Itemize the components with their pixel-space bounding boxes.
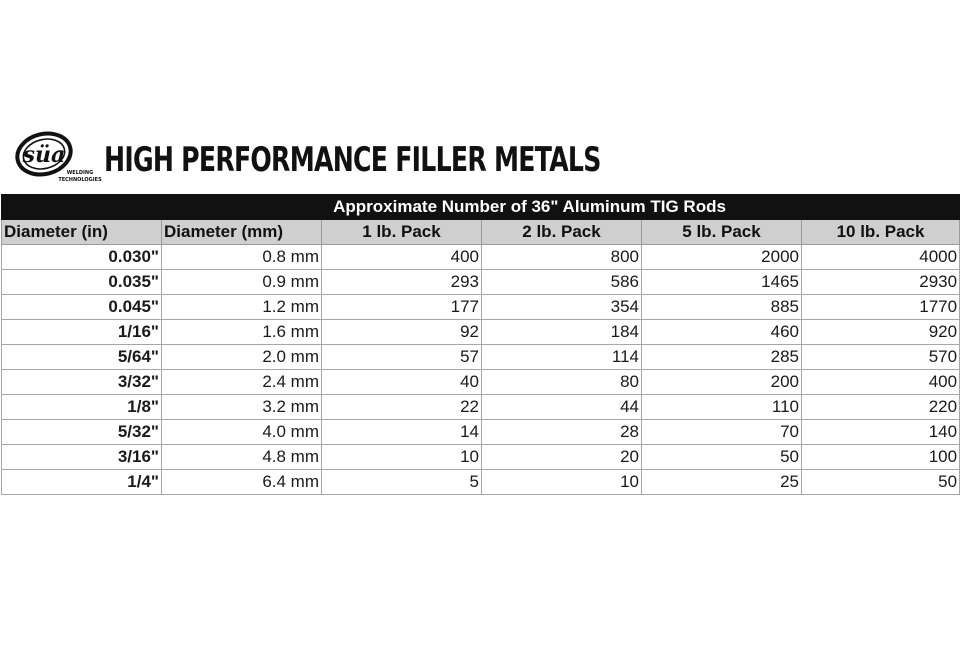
cell-diameter-mm: 4.8 mm (162, 445, 322, 470)
header-5lb-pack: 5 lb. Pack (642, 220, 802, 245)
cell-diameter-mm: 4.0 mm (162, 420, 322, 445)
cell-2lb: 354 (482, 295, 642, 320)
table-row (2, 445, 960, 470)
cell-2lb: 44 (482, 395, 642, 420)
cell-5lb: 50 (642, 445, 802, 470)
cell-5lb: 460 (642, 320, 802, 345)
cell-2lb: 184 (482, 320, 642, 345)
table-title-row (2, 195, 960, 220)
cell-1lb: 22 (322, 395, 482, 420)
logo-subtext-welding: WELDING (66, 170, 94, 176)
table-row (2, 345, 960, 370)
table-row (2, 295, 960, 320)
cell-2lb: 28 (482, 420, 642, 445)
table-header-row (2, 220, 960, 245)
cell-1lb: 57 (322, 345, 482, 370)
header-2lb-pack: 2 lb. Pack (482, 220, 642, 245)
table-row (2, 395, 960, 420)
table-title: Approximate Number of 36" Aluminum TIG Rods (2, 195, 960, 220)
cell-diameter-mm: 0.9 mm (162, 270, 322, 295)
cell-diameter-mm: 2.4 mm (162, 370, 322, 395)
cell-10lb: 570 (802, 345, 960, 370)
header-diameter-mm: Diameter (mm) (162, 220, 322, 245)
cell-5lb: 285 (642, 345, 802, 370)
cell-10lb: 220 (802, 395, 960, 420)
table-row (2, 270, 960, 295)
cell-5lb: 885 (642, 295, 802, 320)
cell-diameter-mm: 6.4 mm (162, 470, 322, 495)
header-diameter-in: Diameter (in) (2, 220, 162, 245)
table-row (2, 370, 960, 395)
brand-header (14, 126, 601, 188)
cell-10lb: 4000 (802, 245, 960, 270)
cell-1lb: 400 (322, 245, 482, 270)
cell-2lb: 20 (482, 445, 642, 470)
cell-diameter-in: 0.030" (2, 245, 162, 270)
cell-10lb: 140 (802, 420, 960, 445)
cell-1lb: 5 (322, 470, 482, 495)
cell-5lb: 25 (642, 470, 802, 495)
cell-diameter-in: 1/8" (2, 395, 162, 420)
cell-diameter-in: 3/32" (2, 370, 162, 395)
table-row (2, 470, 960, 495)
cell-diameter-mm: 1.2 mm (162, 295, 322, 320)
rod-count-table (1, 194, 960, 495)
cell-diameter-in: 0.045" (2, 295, 162, 320)
cell-5lb: 1465 (642, 270, 802, 295)
cell-5lb: 2000 (642, 245, 802, 270)
cell-diameter-mm: 3.2 mm (162, 395, 322, 420)
cell-diameter-in: 3/16" (2, 445, 162, 470)
cell-diameter-mm: 1.6 mm (162, 320, 322, 345)
table-row (2, 245, 960, 270)
cell-1lb: 10 (322, 445, 482, 470)
cell-diameter-mm: 0.8 mm (162, 245, 322, 270)
cell-2lb: 114 (482, 345, 642, 370)
cell-1lb: 92 (322, 320, 482, 345)
cell-diameter-in: 1/4" (2, 470, 162, 495)
cell-10lb: 2930 (802, 270, 960, 295)
cell-2lb: 800 (482, 245, 642, 270)
rod-count-table-wrapper (0, 194, 960, 495)
cell-1lb: 177 (322, 295, 482, 320)
cell-1lb: 40 (322, 370, 482, 395)
cell-10lb: 400 (802, 370, 960, 395)
cell-10lb: 100 (802, 445, 960, 470)
header-1lb-pack: 1 lb. Pack (322, 220, 482, 245)
table-row (2, 320, 960, 345)
header-10lb-pack: 10 lb. Pack (802, 220, 960, 245)
table-row (2, 420, 960, 445)
cell-diameter-in: 5/32" (2, 420, 162, 445)
cell-2lb: 80 (482, 370, 642, 395)
logo-wordmark: süa (22, 142, 66, 168)
cell-10lb: 50 (802, 470, 960, 495)
cell-5lb: 200 (642, 370, 802, 395)
cell-diameter-in: 5/64" (2, 345, 162, 370)
sua-logo (14, 126, 104, 188)
cell-2lb: 10 (482, 470, 642, 495)
logo-subtext-technologies: TECHNOLOGIES (58, 177, 102, 183)
cell-1lb: 293 (322, 270, 482, 295)
cell-10lb: 920 (802, 320, 960, 345)
cell-diameter-in: 0.035" (2, 270, 162, 295)
cell-diameter-in: 1/16" (2, 320, 162, 345)
cell-2lb: 586 (482, 270, 642, 295)
table-body (2, 245, 960, 495)
cell-10lb: 1770 (802, 295, 960, 320)
cell-1lb: 14 (322, 420, 482, 445)
cell-diameter-mm: 2.0 mm (162, 345, 322, 370)
page-title: HIGH PERFORMANCE FILLER METALS (104, 140, 601, 180)
cell-5lb: 70 (642, 420, 802, 445)
cell-5lb: 110 (642, 395, 802, 420)
